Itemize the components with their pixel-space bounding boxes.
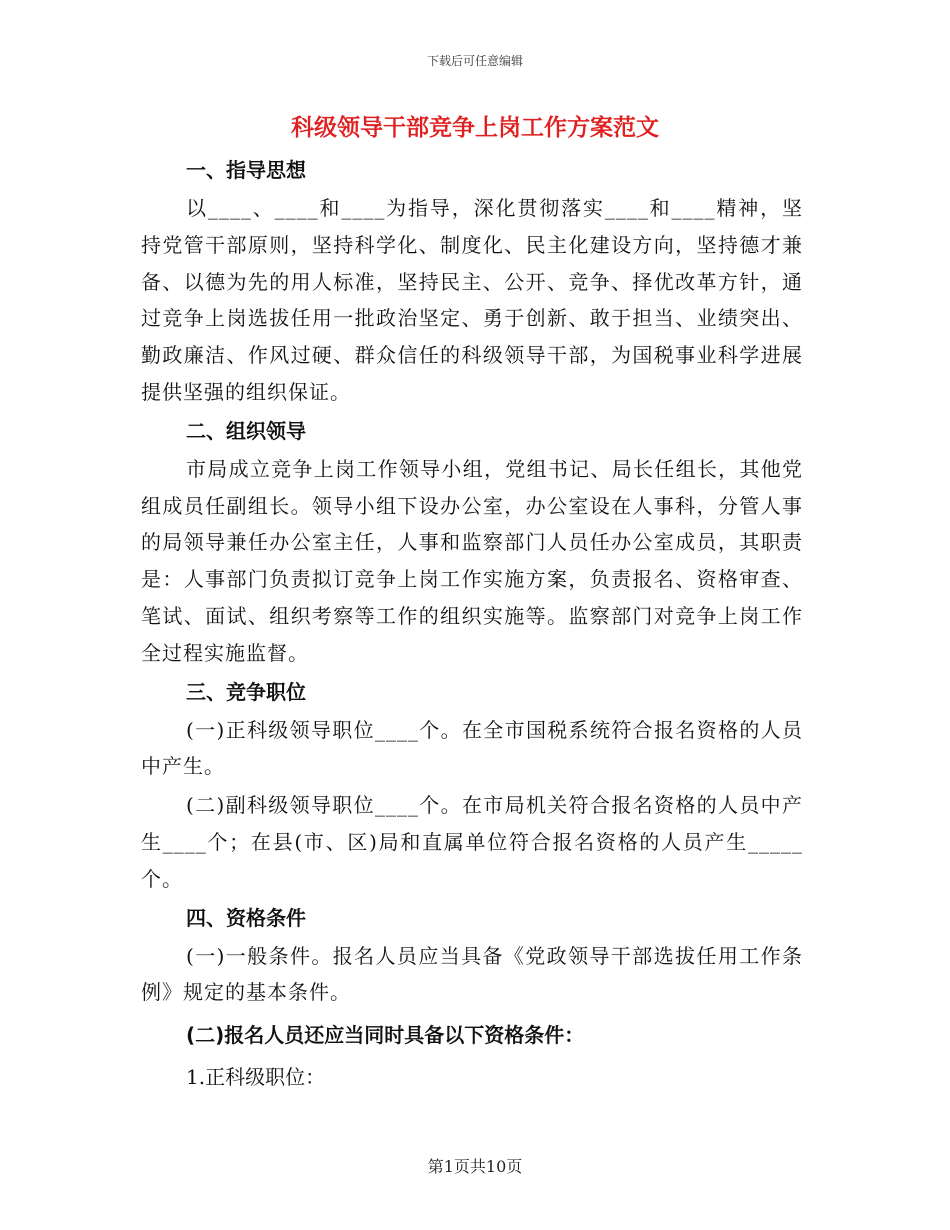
section-qualifications — [141, 900, 803, 1096]
paragraph: (一)一般条件。报名人员应当具备《党政领导干部选拔任用工作条例》规定的基本条件。 — [141, 943, 803, 1005]
document-title: 科级领导干部竞争上岗工作方案范文 — [291, 115, 659, 141]
paragraph: 市局成立竞争上岗工作领导小组，党组书记、局长任组长，其他党组成员任副组长。领导小组下设办公室，办公室设在人事科，分管人事的局领导兼任办公室主任，人事和监察部门人员任办公室成员，其职责是：人事部门负责拟订竞争上岗工作实施方案，负责报名、资格审查、笔试、面试、组织考察等工作的组织实施等。监察部门对竞争上岗工作全过程实施监督。 — [141, 456, 803, 665]
sub-heading: (二)报名人员还应当同时具备以下资格条件： — [186, 1023, 585, 1048]
section-heading: 二、组织领导 — [186, 418, 306, 443]
section-heading: 三、竞争职位 — [186, 679, 306, 704]
paragraph: 以____、____和____为指导，深化贯彻落实____和____精神，坚持党管干部原则，坚持科学化、制度化、民主化建设方向，坚持德才兼备、以德为先的用人标准，坚持民主、公开、竞争、择优改革方针，通过竞争上岗选拔任用一批政治坚定、勇于创新、敢于担当、业绩突出、勤政廉洁、作风过硬、群众信任的科级领导干部，为国税事业科学进展提供坚强的组织保证。 — [141, 196, 803, 404]
section-positions — [141, 674, 803, 898]
section-heading: 四、资格条件 — [186, 905, 306, 930]
section-guiding-thought — [141, 152, 803, 411]
section-organization — [141, 413, 803, 672]
page-footer: 第1页共10页 — [427, 1157, 523, 1176]
document-body — [141, 152, 803, 1095]
header-note: 下载后可任意编辑 — [426, 54, 523, 68]
section-heading: 一、指导思想 — [186, 158, 306, 182]
list-item: 1.正科级职位： — [186, 1065, 326, 1090]
paragraph: (一)正科级领导职位____个。在全市国税系统符合报名资格的人员中产生。 — [141, 717, 803, 779]
paragraph: (二)副科级领导职位____个。在市局机关符合报名资格的人员中产生____个；在县(市、区)局和直属单位符合报名资格的人员产生_____个。 — [141, 793, 803, 891]
